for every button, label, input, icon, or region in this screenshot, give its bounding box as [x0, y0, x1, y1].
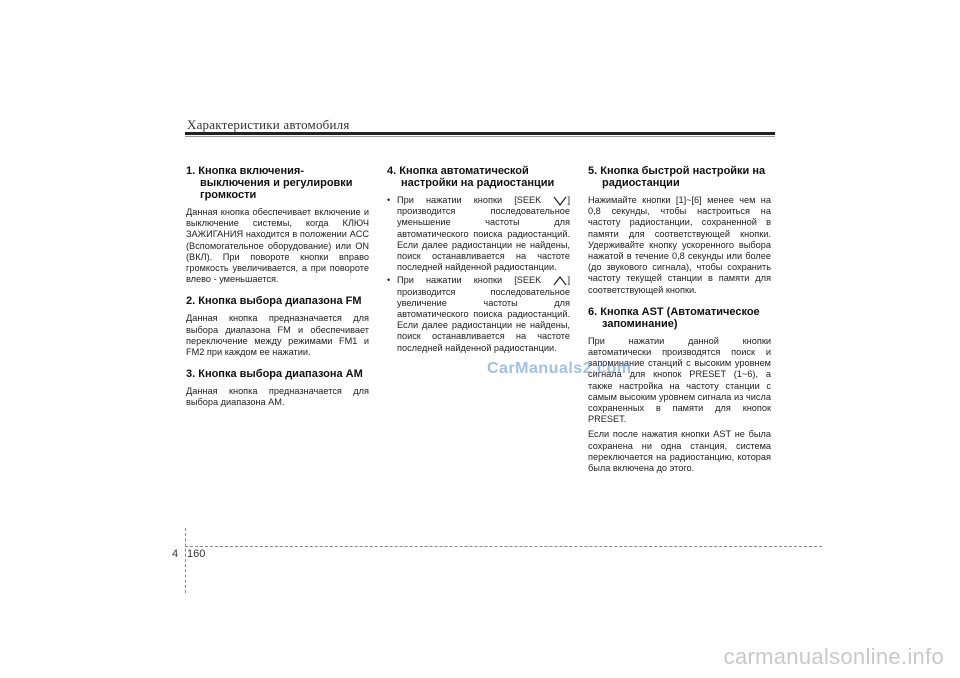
section-1-text: Данная кнопка обеспечивает включение и выключение системы, когда КЛЮЧ ЗАЖИГАНИЯ находится в положении ACC (Вспомогательное оборудование) или ON (ВКЛ). При повороте кнопки вправо громкость увеличивается, а при повороте влево - уменьшается.: [186, 207, 369, 285]
section-2-title: 2. Кнопка выбора диапазона FM: [186, 295, 362, 308]
column-left: [186, 165, 369, 419]
section-6-text-1: При нажатии данной кнопки автоматически производятся поиск и запоминание станций с высоким уровнем сигнала для кнопок PRESET (1~6), а также настройка на частоту станции с самым высоким уровнем сигнала из числа сохраненных в памяти для кнопок PRESET.: [588, 335, 771, 425]
section-3-text: Данная кнопка предназначается для выбора диапазона AM.: [186, 386, 369, 408]
section-6-text-2: Если после нажатия кнопки AST не была сохранена ни одна станция, система переключается на радиостанцию, которая была включена до этого.: [588, 429, 771, 474]
section-5-title: 5. Кнопка быстрой настройки на радиостанции: [588, 165, 766, 189]
page-number: 160: [187, 548, 206, 560]
seek-down-text-pre: При нажатии кнопки [SEEK: [397, 195, 542, 205]
column-right: [588, 165, 771, 484]
chapter-number: 4: [172, 548, 179, 560]
header-rule: [185, 132, 775, 135]
section-6-title: 6. Кнопка AST (Автоматическое запоминание): [588, 305, 760, 330]
page-header-title: Характеристики автомобиля: [187, 117, 350, 132]
seek-down-text-post: ] производится последовательное уменьшение частоты для автоматического поиска радиостанций. Если далее радиостанции не найдены, поиск останавливается на частоте последней найденной радиостанции.: [397, 195, 570, 273]
list-item-seek-up: [387, 275, 570, 353]
header-rule-thin: [185, 136, 775, 137]
chevron-down-icon: [553, 196, 567, 206]
list-item-seek-down: [387, 195, 570, 273]
site-watermark: carmanualsonline.info: [723, 644, 944, 669]
section-2-text: Данная кнопка предназначается для выбора диапазона FM и обеспечивает переключение между режимами FM1 и FM2 при каждом ее нажатии.: [186, 313, 369, 358]
watermark: CarManuals2.com: [487, 360, 632, 377]
section-4-title: 4. Кнопка автоматической настройки на радиостанции: [387, 165, 555, 189]
seek-up-text-post: ] производится последовательное увеличение частоты для автоматического поиска радиостанций. Если далее радиостанции не найдены, поиск останавливается на частоте последней найденной радиостанции.: [397, 275, 570, 353]
section-3-title: 3. Кнопка выбора диапазона AM: [186, 368, 363, 381]
footer-rule: [185, 546, 822, 547]
bullet: •: [387, 195, 391, 205]
chevron-up-icon: [553, 276, 567, 286]
bullet: •: [387, 275, 391, 286]
section-5-text: Нажимайте кнопки [1]~[6] менее чем на 0,8 секунды, чтобы настроиться на частоту радиостанции, сохраненной в памяти для соответствующей кнопки. Удерживайте кнопку ускоренного выбора нажатой в течение 0,8 секунды или более (до звукового сигнала), чтобы сохранить частоту текущей станции в памяти для соответствующей кнопки.: [588, 195, 771, 295]
column-middle: [387, 165, 570, 356]
footer-divider: [185, 528, 186, 593]
section-1-title: 1. Кнопка включения- выключения и регулировки громкости: [186, 165, 353, 201]
section-4-list: [387, 195, 570, 354]
seek-up-text-pre: При нажатии кнопки [SEEK: [397, 275, 542, 286]
